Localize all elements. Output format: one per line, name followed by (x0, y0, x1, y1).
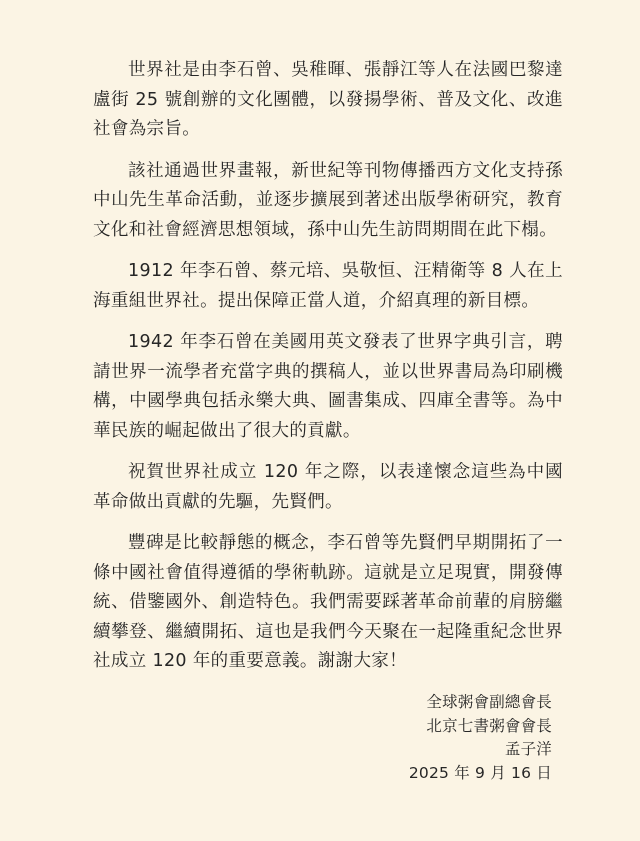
signer-title-1: 全球粥會副總會長 (426, 693, 552, 711)
signature-block (409, 691, 552, 785)
paragraph-3: 1912 年李石曾、蔡元培、吳敬恒、汪精衛等 8 人在上海重組世界社。提出保障正當人道，介紹真理的新目標。 (93, 261, 563, 311)
paragraph-5: 祝賀世界社成立 120 年之際，以表達懷念這些為中國革命做出貢獻的先驅，先賢們。 (93, 462, 563, 512)
paragraph-6: 豐碑是比較靜態的概念，李石曾等先賢們早期開拓了一條中國社會值得遵循的學術軌跡。這就是立足現實，開發傳統、借鑒國外、創造特色。我們需要踩著革命前輩的肩膀繼續攀登、繼續開拓、這也是我們今天聚在一起隆重紀念世界社成立 120 年的重要意義。謝謝大家！ (93, 533, 563, 671)
signer-name: 孟子洋 (504, 740, 552, 758)
signer-title-2: 北京七書粥會會長 (426, 716, 552, 735)
letter-body (93, 56, 563, 689)
paragraph-4: 1942 年李石曾在美國用英文發表了世界字典引言，聘請世界一流學者充當字典的撰稿人，並以世界書局為印刷機構，中國學典包括永樂大典、圖書集成、四庫全書等。為中華民族的崛起做出了很大的貢獻。 (93, 332, 563, 441)
signature-date: 2025 年 9 月 16 日 (408, 763, 552, 782)
paragraph-1: 世界社是由李石曾、吳稚暉、張靜江等人在法國巴黎達盧街 25 號創辦的文化團體，以發揚學術、普及文化、改進社會為宗旨。 (93, 60, 563, 139)
paragraph-2: 該社通過世界畫報，新世紀等刊物傳播西方文化支持孫中山先生革命活動，並逐步擴展到著述出版學術研究，教育文化和社會經濟思想領域，孫中山先生訪問期間在此下榻。 (93, 160, 563, 240)
